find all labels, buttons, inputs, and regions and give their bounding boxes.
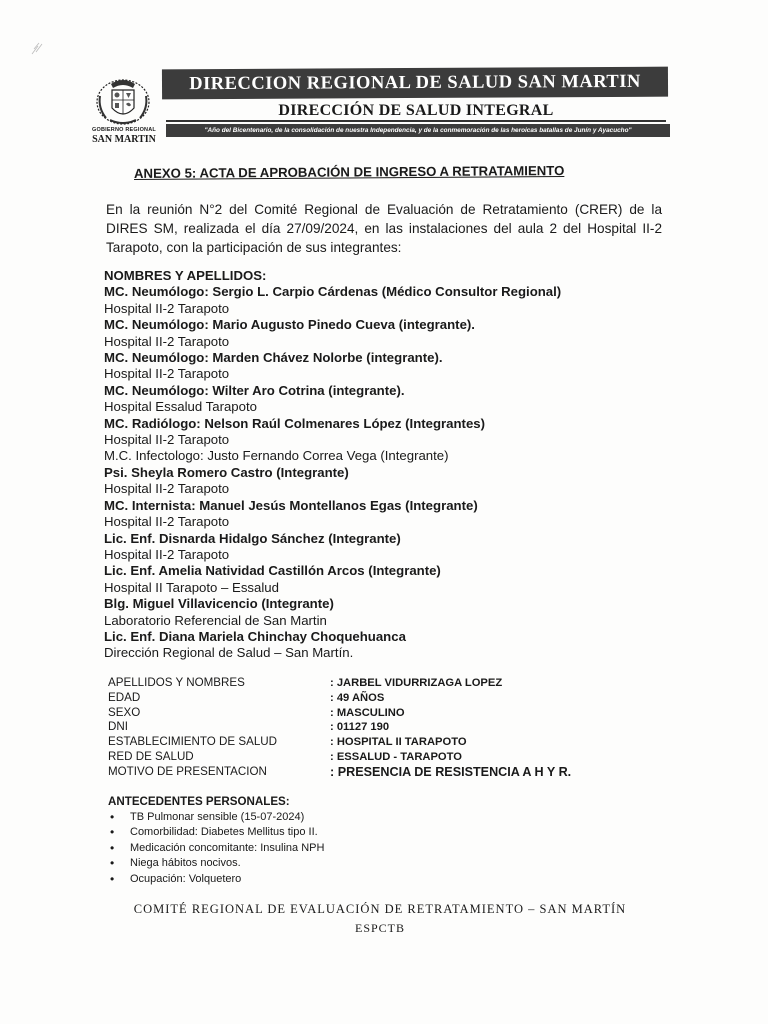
document-title: ANEXO 5: ACTA DE APROBACIÓN DE INGRESO A RETRATAMIENTO: [133, 162, 565, 181]
member-name: MC. Neumólogo: Wilter Aro Cotrina (integrante).: [104, 382, 405, 398]
patient-row: [108, 720, 668, 735]
member-institution: Dirección Regional de Salud – San Martín.: [104, 645, 354, 661]
member-institution: M.C. Infectologo: Justo Fernando Correa Vega (Integrante): [104, 448, 449, 464]
patient-row: [108, 735, 668, 750]
intro-paragraph: En la reunión N°2 del Comité Regional de Evaluación de Retratamiento (CRER) de la DIRES SM, realizada el día 27/09/2024, en las instalaciones del aula 2 del Hospital II-2 Tarapoto, con la participación de sus integrantes:: [106, 202, 662, 255]
patient-row: [108, 691, 668, 706]
member-name: MC. Radiólogo: Nelson Raúl Colmenares López (Integrantes): [104, 415, 486, 431]
patient-field-label: MOTIVO DE PRESENTACION: [108, 764, 267, 778]
member-name: Blg. Miguel Villavicencio (Integrante): [104, 596, 334, 612]
member-name: Lic. Enf. Disnarda Hidalgo Sánchez (Integrante): [104, 530, 401, 546]
member-institution: Hospital II-2 Tarapoto: [104, 300, 230, 316]
antecedentes-list: [108, 810, 324, 887]
patient-field-label: APELLIDOS Y NOMBRES: [108, 676, 245, 689]
patient-field-value: : MASCULINO: [330, 706, 405, 719]
patient-field-label: ESTABLECIMIENTO DE SALUD: [108, 735, 278, 749]
header-divider: [166, 120, 666, 122]
header-motto: "Año del Bicentenario, de la consolidación de nuestra Independencia, y de la conmemoración de las heroicas batallas de Junín y Ayacucho": [166, 124, 670, 137]
footer-committee: COMITÉ REGIONAL DE EVALUACIÓN DE RETRATAMIENTO – SAN MARTÍN: [133, 902, 627, 916]
footer-program: ESPCTB: [354, 921, 405, 935]
member-name: MC. Neumólogo: Marden Chávez Nolorbe (integrante).: [104, 350, 443, 366]
patient-field-label: RED DE SALUD: [108, 749, 194, 763]
org-region-label: SAN MARTIN: [92, 133, 156, 145]
member-name: MC. Neumólogo: Mario Augusto Pinedo Cueva (integrante).: [104, 317, 475, 333]
member-institution: Laboratorio Referencial de San Martin: [104, 612, 327, 628]
patient-field-value: : PRESENCIA DE RESISTENCIA A H Y R.: [330, 764, 572, 779]
antecedente-item: • TB Pulmonar sensible (15-07-2024): [108, 810, 324, 825]
member-name: MC. Neumólogo: Sergio L. Carpio Cárdenas (Médico Consultor Regional): [104, 284, 562, 300]
antecedente-item: • Medicación concomitante: Insulina NPH: [108, 841, 324, 856]
member-name: Lic. Enf. Diana Mariela Chinchay Choquehuanca: [104, 628, 406, 644]
patient-field-value: : HOSPITAL II TARAPOTO: [330, 736, 467, 749]
member-institution: Hospital II-2 Tarapoto: [104, 546, 230, 562]
patient-field-value: : 01127 190: [330, 721, 390, 734]
patient-field-label: DNI: [108, 720, 128, 734]
patient-field-label: SEXO: [108, 705, 141, 719]
antecedente-item: • Comorbilidad: Diabetes Mellitus tipo II.: [108, 825, 324, 840]
patient-field-value: : 49 AÑOS: [330, 691, 385, 704]
member-institution: Hospital II-2 Tarapoto: [104, 366, 230, 382]
patient-field-label: EDAD: [108, 690, 141, 704]
antecedentes-heading: ANTECEDENTES PERSONALES:: [108, 795, 290, 808]
member-institution: Hospital II-2 Tarapoto: [104, 432, 230, 448]
header-banner: DIRECCION REGIONAL DE SALUD SAN MARTIN: [162, 67, 668, 100]
org-name: [86, 128, 162, 145]
member-institution: Hospital II-2 Tarapoto: [104, 481, 230, 497]
patient-info: [108, 676, 668, 780]
patient-row: [108, 765, 668, 780]
patient-row: [108, 750, 668, 765]
org-small-label: GOBIERNO REGIONAL: [92, 127, 156, 133]
member-institution: Hospital II Tarapoto – Essalud: [104, 579, 279, 595]
member-name: MC. Internista: Manuel Jesús Montellanos Egas (Integrante): [104, 497, 478, 513]
antecedente-item: • Niega hábitos nocivos.: [108, 856, 324, 871]
header-subtitle: DIRECCIÓN DE SALUD INTEGRAL: [278, 102, 554, 119]
regional-seal-icon: [92, 74, 154, 126]
patient-row: [108, 706, 668, 721]
patient-field-value: : JARBEL VIDURRIZAGA LOPEZ: [330, 677, 503, 689]
member-institution: Hospital II-2 Tarapoto: [104, 514, 230, 530]
member-institution: Hospital Essalud Tarapoto: [104, 399, 257, 415]
member-institution: Hospital II-2 Tarapoto: [104, 333, 230, 349]
patient-field-value: : ESSALUD - TARAPOTO: [330, 750, 462, 763]
member-name: Psi. Sheyla Romero Castro (Integrante): [104, 464, 349, 480]
antecedente-item: • Ocupación: Volquetero: [108, 872, 324, 887]
pen-mark-icon: [30, 40, 48, 58]
patient-row: [108, 676, 668, 691]
members-list: [104, 268, 704, 662]
members-heading: NOMBRES Y APELLIDOS:: [104, 268, 267, 283]
member-name: Lic. Enf. Amelia Natividad Castillón Arcos (Integrante): [104, 563, 441, 579]
